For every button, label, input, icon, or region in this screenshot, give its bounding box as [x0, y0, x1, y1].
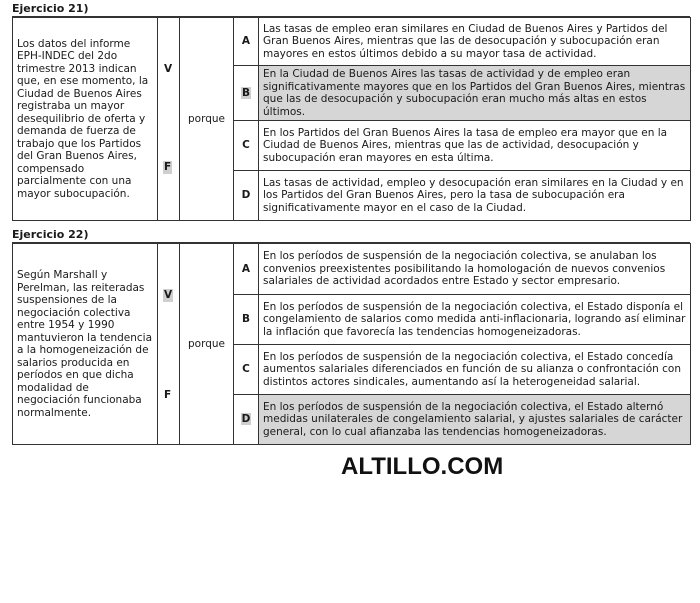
exercise-22-heading: Ejercicio 22) — [12, 228, 690, 243]
exercise-22-v-option[interactable]: V — [164, 289, 173, 301]
exercise-21-option-d-letter[interactable]: D — [234, 171, 259, 221]
exercise-21-table — [12, 17, 691, 221]
exercise-21-option-a-text: Las tasas de empleo eran similares en Ciudad de Buenos Aires y Partidos del Gran Buenos Aires, mientras que las de desocupación y subocupación eran mayores en estos últimos debido a su mayor tasa de actividad. — [259, 18, 691, 66]
exercise-21-option-c-letter[interactable]: C — [234, 121, 259, 171]
exercise-22-option-b-text: En los períodos de suspensión de la negociación colectiva, el Estado disponía el congelamiento de salarios como medida anti-inflacionaria, logrando así eliminar la inflación que favorecía las tendencias homogeneizadoras. — [259, 295, 691, 345]
exercise-21-porque: porque — [180, 18, 234, 221]
exercise-22-option-b-letter[interactable]: B — [234, 295, 259, 345]
altillo-watermark: ALTILLO.COM — [341, 453, 504, 480]
exercise-21-f-option[interactable]: F — [164, 161, 172, 173]
exercise-21-option-d-text: Las tasas de actividad, empleo y desocupación eran similares en la Ciudad y en los Partidos del Gran Buenos Aires, pero la tasa de subocupación era significativamente mayor en el caso de la Ciudad. — [259, 171, 691, 221]
exercise-22-option-a-text: En los períodos de suspensión de la negociación colectiva, se anulaban los convenios preexistentes posibilitando la homologación de nuevos convenios salariales de actividad acordados entre Estado y sector empresario. — [259, 244, 691, 295]
exercise-21-option-b-text: En la Ciudad de Buenos Aires las tasas de actividad y de empleo eran significativamente mayores que en los Partidos del Gran Buenos Aires, mientras que las de desocupación y subocupación eran mucho más altas en estos últimos. — [259, 66, 691, 121]
exercise-22-table — [12, 243, 691, 445]
exercise-22-option-d-text: En los períodos de suspensión de la negociación colectiva, el Estado alternó medidas unilaterales de congelamiento salarial, y ajustes salariales de carácter general, con lo cual afianzaba las tendencias homogeneizadoras. — [259, 395, 691, 445]
exercise-21-v-option[interactable]: V — [164, 63, 173, 75]
exercise-22-option-c-letter[interactable]: C — [234, 345, 259, 395]
exercise-21-option-c-text: En los Partidos del Gran Buenos Aires la tasa de empleo era mayor que en la Ciudad de Buenos Aires, mientras que las de actividad, desocupación y subocupación eran mayores en esta última. — [259, 121, 691, 171]
exercise-22 — [12, 228, 690, 445]
exercise-21-true-false — [158, 18, 180, 221]
exercise-22-premise: Según Marshall y Perelman, las reiteradas suspensiones de la negociación colectiva entre 1954 y 1990 mantuvieron la tendencia a la homogeneización de salarios producida en períodos en que dicha modalidad de negociación funcionaba normalmente. — [13, 244, 158, 445]
exercise-21-option-a-letter[interactable]: A — [234, 18, 259, 66]
exercise-22-option-a-letter[interactable]: A — [234, 244, 259, 295]
exercise-21-heading: Ejercicio 21) — [12, 2, 690, 17]
exercise-22-f-option[interactable]: F — [164, 389, 172, 401]
exercise-21-option-b-letter[interactable]: B — [234, 66, 259, 121]
exercise-22-option-c-text: En los períodos de suspensión de la negociación colectiva, el Estado concedía aumentos salariales diferenciados en función de su alianza o confrontación con distintos actores sindicales, aumentando así la heterogeneidad salarial. — [259, 345, 691, 395]
exercise-21 — [12, 2, 690, 221]
exercise-22-porque: porque — [180, 244, 234, 445]
exercise-22-true-false — [158, 244, 180, 445]
exercise-22-option-d-letter[interactable]: D — [234, 395, 259, 445]
exercise-21-premise: Los datos del informe EPH-INDEC del 2do trimestre 2013 indican que, en ese momento, la Ciudad de Buenos Aires registraba un mayor desequilibrio de oferta y demanda de fuerza de trabajo que los Partidos del Gran Buenos Aires, compensado parcialmente con una mayor subocupación. — [13, 18, 158, 221]
